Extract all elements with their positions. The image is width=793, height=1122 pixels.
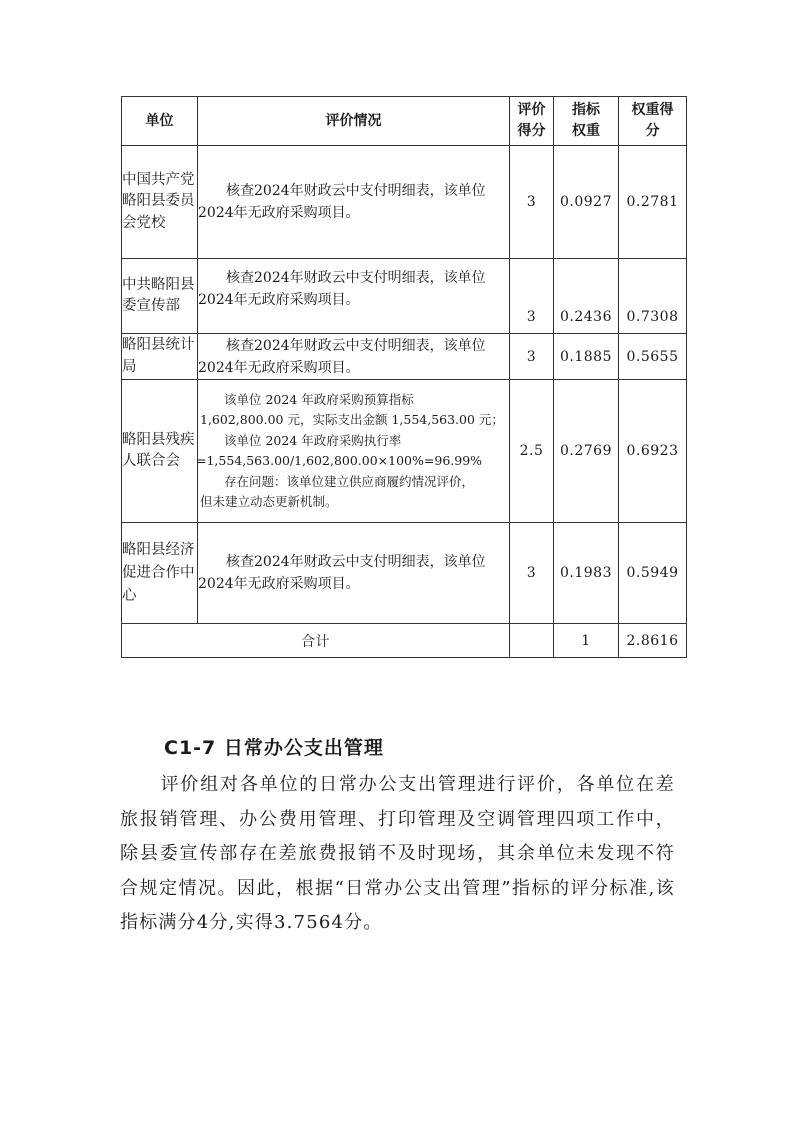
unit-cell: 略阳县统计局 bbox=[122, 334, 198, 380]
table-row bbox=[122, 380, 687, 523]
unit-cell: 略阳县残疾人联合会 bbox=[122, 380, 198, 523]
header-weighted-score bbox=[619, 97, 687, 146]
weighted-score-cell: 0.7308 bbox=[619, 259, 687, 334]
evaluation-text: 核查2024年财政云中支付明细表，该单位2024年无政府采购项目。 bbox=[198, 337, 486, 376]
header-weighted-line2: 分 bbox=[645, 123, 660, 139]
score-cell: 2.5 bbox=[510, 380, 554, 523]
header-weighted-line1: 权重得 bbox=[631, 102, 674, 118]
score-cell: 3 bbox=[510, 523, 554, 624]
evaluation-cell bbox=[198, 334, 510, 380]
weight-cell: 0.1885 bbox=[554, 334, 619, 380]
table-row bbox=[122, 259, 687, 334]
score-cell: 3 bbox=[510, 334, 554, 380]
evaluation-cell bbox=[198, 146, 510, 259]
table-row bbox=[122, 146, 687, 259]
unit-cell: 中共略阳县委宣传部 bbox=[122, 259, 198, 334]
section-paragraph-text: 评价组对各单位的日常办公支出管理进行评价，各单位在差旅报销管理、办公费用管理、打印管理及空调管理四项工作中，除县委宣传部存在差旅费报销不及时现场，其余单位未发现不符合规定情况。因此，根据“日常办公支出管理”指标的评分标准,该指标满分4分,实得3.7564分。 bbox=[120, 774, 675, 933]
header-score bbox=[510, 97, 554, 146]
evaluation-line: 但未建立动态更新机制。 bbox=[200, 494, 338, 509]
evaluation-line: 该单位 2024 年政府采购执行率 bbox=[224, 432, 402, 448]
total-weight-cell: 1 bbox=[554, 624, 619, 658]
weight-cell: 0.0927 bbox=[554, 146, 619, 259]
header-evaluation: 评价情况 bbox=[198, 97, 510, 146]
weighted-score-cell: 0.2781 bbox=[619, 146, 687, 259]
evaluation-cell bbox=[198, 259, 510, 334]
header-unit: 单位 bbox=[122, 97, 198, 146]
evaluation-cell bbox=[198, 523, 510, 624]
weight-cell: 0.2436 bbox=[554, 259, 619, 334]
evaluation-line: 存在问题：该单位建立供应商履约情况评价， bbox=[224, 473, 475, 489]
weight-cell: 0.2769 bbox=[554, 380, 619, 523]
score-cell: 3 bbox=[510, 146, 554, 259]
weight-cell: 0.1983 bbox=[554, 523, 619, 624]
total-label: 合计 bbox=[122, 624, 510, 658]
header-weight-line2: 权重 bbox=[572, 123, 600, 139]
header-weight bbox=[554, 97, 619, 146]
table-header-row bbox=[122, 97, 687, 146]
score-cell: 3 bbox=[510, 259, 554, 334]
table-total-row bbox=[122, 624, 687, 658]
unit-cell: 略阳县经济促进合作中心 bbox=[122, 523, 198, 624]
evaluation-table bbox=[121, 96, 687, 658]
evaluation-line: =1,554,563.00/1,602,800.00×100%=96.99% bbox=[196, 453, 483, 468]
weighted-score-cell: 0.5655 bbox=[619, 334, 687, 380]
weighted-score-cell: 0.6923 bbox=[619, 380, 687, 523]
table-row bbox=[122, 523, 687, 624]
evaluation-cell bbox=[198, 380, 510, 523]
unit-cell: 中国共产党略阳县委员会党校 bbox=[122, 146, 198, 259]
header-weight-line1: 指标 bbox=[572, 102, 600, 118]
evaluation-line: 该单位 2024 年政府采购预算指标 bbox=[224, 391, 414, 407]
evaluation-line: 1,602,800.00 元，实际支出金额 1,554,563.00 元； bbox=[200, 412, 504, 427]
weighted-score-cell: 0.5949 bbox=[619, 523, 687, 624]
header-score-line1: 评价 bbox=[517, 102, 546, 118]
section-paragraph bbox=[120, 768, 675, 941]
section-heading: C1-7 日常办公支出管理 bbox=[164, 737, 384, 759]
evaluation-text: 核查2024年财政云中支付明细表，该单位2024年无政府采购项目。 bbox=[198, 183, 486, 221]
evaluation-text: 核查2024年财政云中支付明细表，该单位2024年无政府采购项目。 bbox=[198, 554, 486, 592]
evaluation-text: 核查2024年财政云中支付明细表，该单位2024年无政府采购项目。 bbox=[198, 270, 486, 308]
table-row bbox=[122, 334, 687, 380]
total-weighted-score-cell: 2.8616 bbox=[619, 624, 687, 658]
total-score-cell bbox=[510, 624, 554, 658]
header-score-line2: 得分 bbox=[517, 123, 546, 139]
